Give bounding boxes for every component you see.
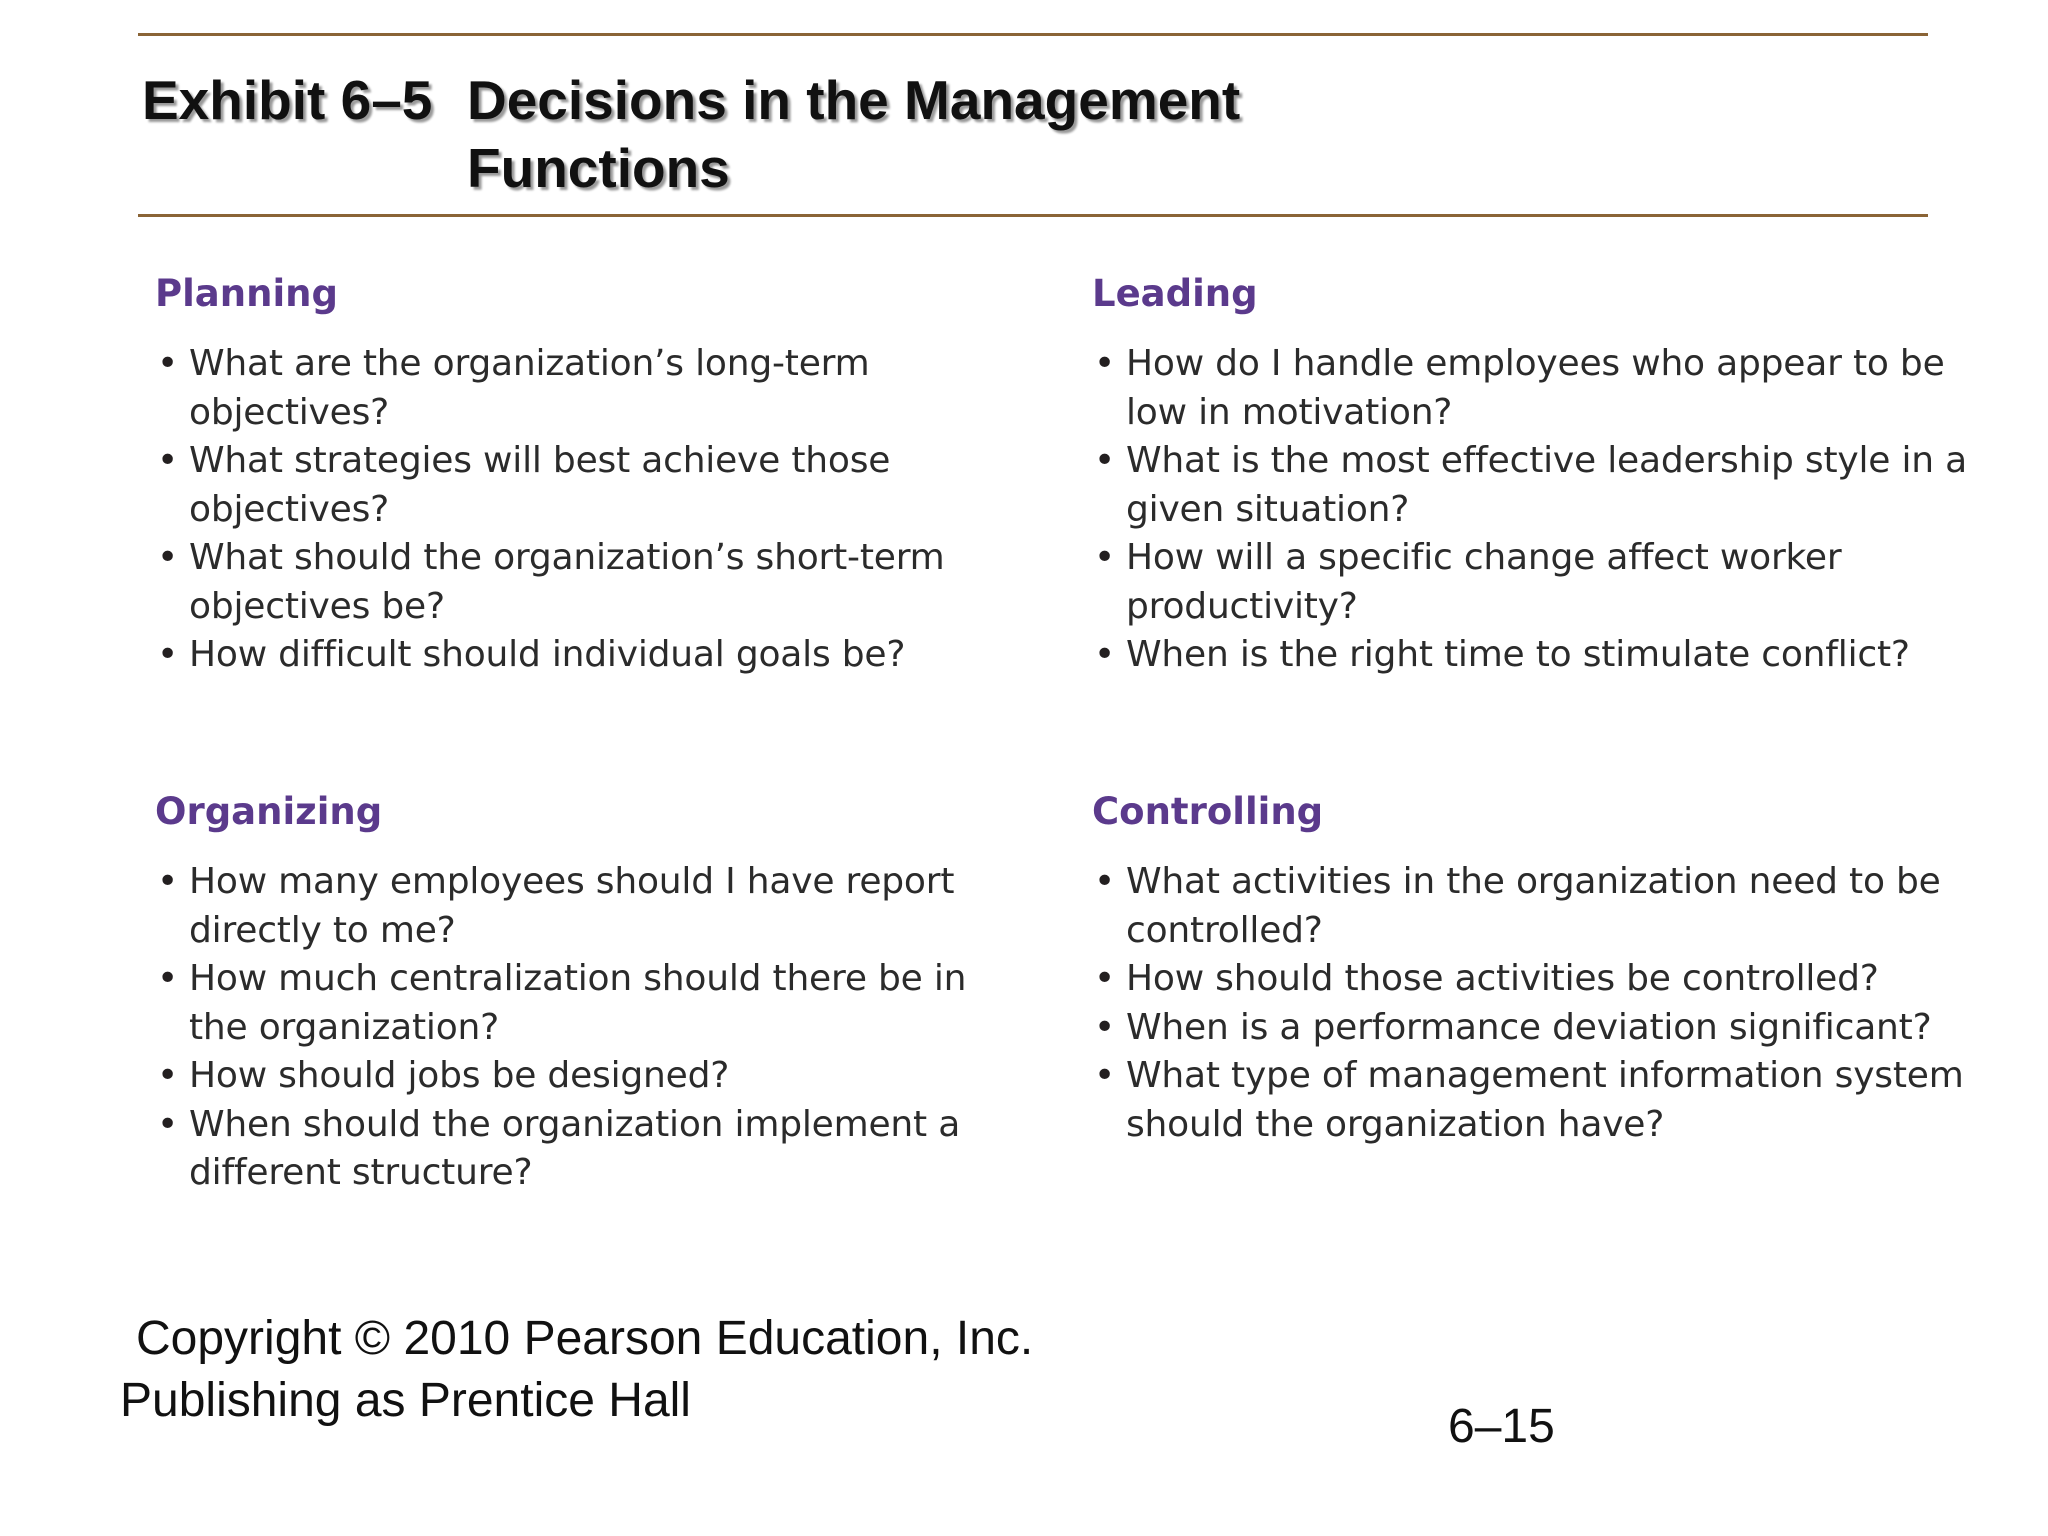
bullet-icon: • (1094, 440, 1116, 481)
question-text: What should the organization’s short-term objectives be? (189, 537, 945, 627)
question-text: How much centralization should there be in the organization? (189, 958, 967, 1048)
bullet-icon: • (1094, 1006, 1116, 1048)
list-item (1092, 631, 1972, 680)
question-text: When should the organization implement a different structure? (189, 1103, 961, 1193)
publisher-line: Publishing as Prentice Hall (120, 1374, 691, 1427)
bullet-icon: • (1094, 861, 1116, 902)
controlling-section (1092, 788, 1972, 1149)
leading-question-list (1092, 340, 1972, 680)
copyright-notice (120, 1308, 1033, 1432)
question-text: When is the right time to stimulate conflict? (1126, 634, 1910, 675)
list-item (155, 437, 1035, 534)
list-item (155, 340, 1035, 437)
bullet-icon: • (1094, 1055, 1116, 1096)
list-item (155, 1052, 1035, 1101)
bullet-icon: • (1094, 958, 1116, 999)
list-item (1092, 437, 1972, 534)
bullet-icon: • (157, 958, 179, 999)
exhibit-label: Exhibit 6–5 (142, 69, 433, 131)
list-item (155, 534, 1035, 631)
question-text: How should jobs be designed? (189, 1055, 730, 1096)
slide-number: 6–15 (1448, 1400, 1555, 1453)
list-item (1092, 1004, 1972, 1053)
bullet-icon: • (157, 861, 179, 902)
planning-section (155, 270, 1035, 680)
question-text: What activities in the organization need to be controlled? (1126, 861, 1941, 951)
list-item (155, 631, 1035, 680)
bullet-icon: • (1094, 343, 1116, 384)
bullet-icon: • (1094, 537, 1116, 578)
bullet-icon: • (1094, 634, 1116, 675)
question-text: When is a performance deviation significant? (1126, 1006, 1932, 1048)
question-text: What strategies will best achieve those objectives? (189, 440, 891, 530)
top-divider (138, 33, 1928, 36)
header-divider (138, 214, 1928, 217)
bullet-icon: • (157, 634, 179, 675)
list-item (155, 1101, 1035, 1198)
copyright-line: Copyright © 2010 Pearson Education, Inc. (136, 1312, 1034, 1365)
list-item (1092, 534, 1972, 631)
section-heading-planning: Planning (155, 272, 338, 315)
question-text: How do I handle employees who appear to be low in motivation? (1126, 343, 1945, 433)
question-text: How will a specific change affect worker productivity? (1126, 537, 1842, 627)
question-text: How many employees should I have report directly to me? (189, 861, 955, 951)
section-heading-controlling: Controlling (1092, 790, 1324, 833)
list-item (1092, 858, 1972, 955)
question-text: What type of management information system should the organization have? (1126, 1055, 1964, 1145)
bullet-icon: • (157, 537, 179, 578)
organizing-question-list (155, 858, 1035, 1198)
list-item (1092, 955, 1972, 1004)
exhibit-title: Decisions in the Management Functions (467, 69, 1241, 199)
section-heading-organizing: Organizing (155, 790, 383, 833)
question-text: What is the most effective leadership style in a given situation? (1126, 440, 1967, 530)
list-item (155, 955, 1035, 1052)
planning-question-list (155, 340, 1035, 680)
section-heading-leading: Leading (1092, 272, 1258, 315)
bullet-icon: • (157, 1103, 179, 1145)
controlling-question-list (1092, 858, 1972, 1149)
list-item (155, 858, 1035, 955)
list-item (1092, 340, 1972, 437)
bullet-icon: • (157, 343, 179, 384)
bullet-icon: • (157, 440, 179, 481)
list-item (1092, 1052, 1972, 1149)
question-text: How difficult should individual goals be? (189, 634, 906, 675)
organizing-section (155, 788, 1035, 1198)
question-text: What are the organization’s long-term objectives? (189, 343, 870, 433)
question-text: How should those activities be controlled? (1126, 958, 1879, 999)
leading-section (1092, 270, 1972, 680)
bullet-icon: • (157, 1055, 179, 1096)
